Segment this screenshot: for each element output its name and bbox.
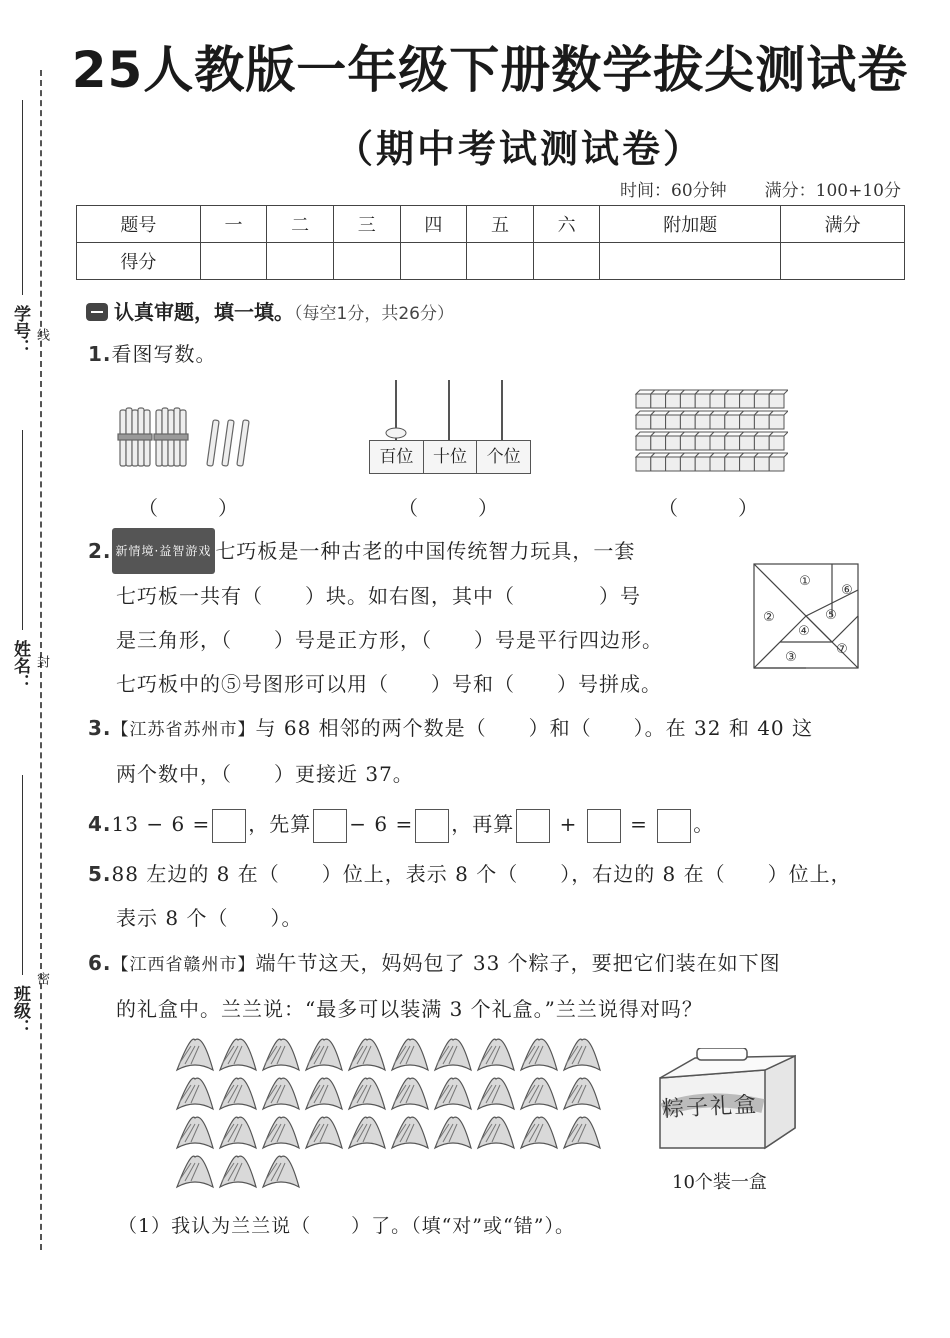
- question-tag: 【江苏省苏州市】: [111, 720, 256, 740]
- section-one-note: （每空1分，共26分）: [294, 304, 454, 324]
- question-number: 5.: [88, 862, 112, 886]
- tangram-image: [753, 563, 859, 669]
- class-label: 班级：: [10, 985, 30, 1036]
- zongzi-icon: [392, 1117, 428, 1148]
- answer-box[interactable]: [212, 809, 246, 843]
- zongzi-icon: [220, 1039, 256, 1070]
- equation-text: ，再算: [451, 812, 515, 836]
- score-cell[interactable]: [333, 243, 400, 280]
- unit-cube: [725, 457, 740, 471]
- score-table-score-row: [77, 243, 905, 280]
- mark-line: 线: [34, 328, 49, 341]
- unit-cube: [740, 394, 755, 408]
- unit-cube: [666, 394, 681, 408]
- zongzi-icon: [478, 1117, 514, 1148]
- abacus-label-hundreds: 百位: [370, 441, 424, 473]
- tangram-label-1: ①: [799, 574, 811, 589]
- answer-box[interactable]: [313, 809, 347, 843]
- unit-cube: [754, 436, 769, 450]
- zongzi-icon: [349, 1039, 385, 1070]
- abacus-bead: [386, 428, 406, 438]
- unit-cube: [666, 436, 681, 450]
- unit-cube: [754, 394, 769, 408]
- zongzi-icon: [177, 1156, 213, 1187]
- stick-bundle-icon: [118, 408, 152, 466]
- score-header-cell: 四: [400, 206, 467, 243]
- gift-box-label: 粽子礼盒: [661, 1092, 759, 1123]
- page-subtitle: （期中考试测试卷）: [335, 126, 705, 171]
- question-5: [88, 852, 852, 940]
- unit-cube: [769, 457, 784, 471]
- question-line[interactable]: 七巧板一共有（ ）块。如右图，其中（ ）号: [116, 584, 641, 608]
- score-header-cell: 六: [533, 206, 600, 243]
- unit-cube: [695, 457, 710, 471]
- zongzi-icon: [220, 1117, 256, 1148]
- unit-cube: [769, 394, 784, 408]
- score-cell[interactable]: [267, 243, 334, 280]
- gift-box-caption: 10个装一盒: [672, 1172, 767, 1193]
- question-text: 看图写数。: [111, 342, 217, 366]
- question-line: 七巧板是一种古老的中国传统智力玩具，一套: [215, 539, 636, 563]
- question-number: 6.: [88, 951, 112, 975]
- mark-secret: 密: [34, 972, 49, 985]
- unit-cube: [740, 436, 755, 450]
- abacus-image: [365, 376, 533, 476]
- unit-cube: [651, 457, 666, 471]
- question-3: [88, 706, 813, 796]
- answer-box[interactable]: [516, 809, 550, 843]
- mark-seal: 封: [34, 655, 49, 668]
- score-cell[interactable]: [781, 243, 905, 280]
- score-cell[interactable]: [467, 243, 534, 280]
- name-label: 姓名：: [10, 640, 30, 691]
- page-title: 25人教版一年级下册数学拔尖测试卷: [71, 41, 909, 99]
- question-line[interactable]: 与 68 相邻的两个数是（ ）和（ ）。在 32 和 40 这: [255, 716, 814, 740]
- score-cell[interactable]: [400, 243, 467, 280]
- score-header-cell: 二: [267, 206, 334, 243]
- score-row-label: 得分: [77, 243, 201, 280]
- score-table-header-row: [77, 206, 905, 243]
- question-line[interactable]: 七巧板中的⑤号图形可以用（ ）号和（ ）号拼成。: [116, 672, 662, 696]
- zongzi-icon: [263, 1117, 299, 1148]
- student-id-blank[interactable]: [22, 100, 23, 295]
- zongzi-icon: [564, 1039, 600, 1070]
- zongzi-icon: [220, 1078, 256, 1109]
- unit-cube: [680, 457, 695, 471]
- tangram-label-5: ⑤: [825, 608, 837, 623]
- unit-cube: [680, 436, 695, 450]
- unit-cube: [636, 415, 651, 429]
- zongzi-icon: [564, 1078, 600, 1109]
- abacus-base: [369, 440, 531, 474]
- score-cell[interactable]: [533, 243, 600, 280]
- q1-answer-2[interactable]: （ ）: [398, 496, 498, 520]
- zongzi-icon: [521, 1117, 557, 1148]
- unit-cube: [666, 457, 681, 471]
- time-limit: 时间：60分钟: [620, 181, 727, 201]
- tangram-label-3: ③: [785, 650, 797, 665]
- stick-bundles-image: [110, 400, 270, 480]
- unit-cube: [710, 457, 725, 471]
- question-line: 的礼盒中。兰兰说：“最多可以装满 3 个礼盒。”兰兰说得对吗？: [116, 997, 703, 1021]
- question-6: [88, 941, 781, 1031]
- zongzi-icon: [349, 1117, 385, 1148]
- equation-text: +: [559, 812, 578, 836]
- equation-text: − 6 =: [349, 812, 414, 836]
- unit-cube: [710, 436, 725, 450]
- unit-cube: [754, 457, 769, 471]
- question-number: 3.: [88, 716, 112, 740]
- score-header-cell: 一: [200, 206, 267, 243]
- unit-cube: [769, 415, 784, 429]
- question-line[interactable]: 是三角形，（ ）号是正方形，（ ）号是平行四边形。: [116, 628, 663, 652]
- zongzi-icon: [435, 1078, 471, 1109]
- zongzi-icon: [306, 1078, 342, 1109]
- unit-cube: [636, 436, 651, 450]
- ten-blocks-image: [634, 388, 788, 480]
- zongzi-icon: [263, 1078, 299, 1109]
- section-one-title: 认真审题，填一填。: [114, 300, 294, 324]
- question-number: 1.: [88, 342, 112, 366]
- score-header-cell: 三: [333, 206, 400, 243]
- zongzi-icon: [220, 1156, 256, 1187]
- unit-cube: [725, 415, 740, 429]
- zongzi-icon: [435, 1039, 471, 1070]
- score-header-cell: 五: [467, 206, 534, 243]
- answer-box[interactable]: [415, 809, 449, 843]
- zongzi-icon: [392, 1078, 428, 1109]
- tangram-label-4: ④: [798, 624, 810, 639]
- abacus-label-tens: 十位: [424, 441, 478, 473]
- question-number: 4.: [88, 812, 112, 836]
- zongzi-icon: [564, 1117, 600, 1148]
- unit-cube: [710, 394, 725, 408]
- section-one-header: [86, 296, 454, 325]
- equation-text: ，先算: [248, 812, 312, 836]
- tangram-label-6: ⑥: [841, 583, 853, 598]
- question-line[interactable]: 88 左边的 8 在（ ）位上，表示 8 个（ ），右边的 8 在（ ）位上，: [111, 862, 852, 886]
- unit-cube: [651, 394, 666, 408]
- section-one-badge: [86, 303, 108, 321]
- question-line[interactable]: 两个数中，（ ）更接近 37。: [116, 762, 414, 786]
- q1-answer-3[interactable]: （ ）: [658, 496, 758, 520]
- unit-cube: [710, 415, 725, 429]
- score-header-cell: 题号: [77, 206, 201, 243]
- zongzi-icon: [306, 1117, 342, 1148]
- unit-cube: [680, 394, 695, 408]
- equation-text: 13 − 6 =: [111, 812, 211, 836]
- question-line[interactable]: 表示 8 个（ ）。: [116, 906, 303, 930]
- equation-text: 。: [693, 812, 715, 836]
- abacus-label-ones: 个位: [486, 447, 521, 467]
- q6-sub1[interactable]: （1）我认为兰兰说（ ）了。（填“对”或“错”）。: [118, 1215, 575, 1237]
- zongzi-image: [175, 1036, 615, 1196]
- zongzi-icon: [177, 1039, 213, 1070]
- question-line: 端午节这天，妈妈包了 33 个粽子，要把它们装在如下图: [255, 951, 781, 975]
- zongzi-icon: [349, 1078, 385, 1109]
- unit-cube: [754, 415, 769, 429]
- unit-cube: [695, 415, 710, 429]
- stick-bundle-icon: [154, 408, 188, 466]
- single-sticks-icon: [207, 420, 249, 466]
- time-info: [620, 176, 901, 201]
- unit-cube: [695, 394, 710, 408]
- zongzi-icon: [177, 1117, 213, 1148]
- zongzi-icon: [478, 1039, 514, 1070]
- tangram-label-7: ⑦: [836, 642, 848, 657]
- unit-cube: [636, 394, 651, 408]
- question-tag: 【江西省赣州市】: [111, 955, 256, 975]
- score-cell[interactable]: [600, 243, 781, 280]
- zongzi-icon: [392, 1039, 428, 1070]
- unit-cube: [651, 436, 666, 450]
- zongzi-icon: [177, 1078, 213, 1109]
- score-header-cell: 满分: [781, 206, 905, 243]
- answer-box[interactable]: [587, 809, 621, 843]
- question-1: [88, 332, 217, 376]
- zongzi-icon: [263, 1156, 299, 1187]
- question-2: [88, 528, 738, 706]
- zongzi-icon: [306, 1039, 342, 1070]
- unit-cube: [695, 436, 710, 450]
- score-cell[interactable]: [200, 243, 267, 280]
- unit-cube: [666, 415, 681, 429]
- tangram-label-2: ②: [763, 610, 775, 625]
- zongzi-icon: [435, 1117, 471, 1148]
- unit-cube: [740, 415, 755, 429]
- unit-cube: [680, 415, 695, 429]
- name-blank[interactable]: [22, 430, 23, 630]
- question-4: [88, 802, 714, 846]
- zongzi-icon: [263, 1039, 299, 1070]
- student-id-label: 学号：: [10, 305, 30, 356]
- q1-answer-1[interactable]: （ ）: [138, 496, 238, 520]
- question-tag: 新情境·益智游戏: [112, 528, 216, 574]
- unit-cube: [725, 436, 740, 450]
- score-header-cell: 附加题: [600, 206, 781, 243]
- zongzi-icon: [521, 1039, 557, 1070]
- score-table: [76, 205, 905, 280]
- full-score: 满分：100+10分: [764, 181, 901, 201]
- zongzi-icon: [478, 1078, 514, 1109]
- unit-cube: [651, 415, 666, 429]
- unit-cube: [636, 457, 651, 471]
- question-number: 2.: [88, 539, 112, 563]
- answer-box[interactable]: [657, 809, 691, 843]
- zongzi-icon: [521, 1078, 557, 1109]
- unit-cube: [740, 457, 755, 471]
- class-blank[interactable]: [22, 775, 23, 975]
- unit-cube: [769, 436, 784, 450]
- unit-cube: [725, 394, 740, 408]
- equation-text: =: [630, 812, 648, 836]
